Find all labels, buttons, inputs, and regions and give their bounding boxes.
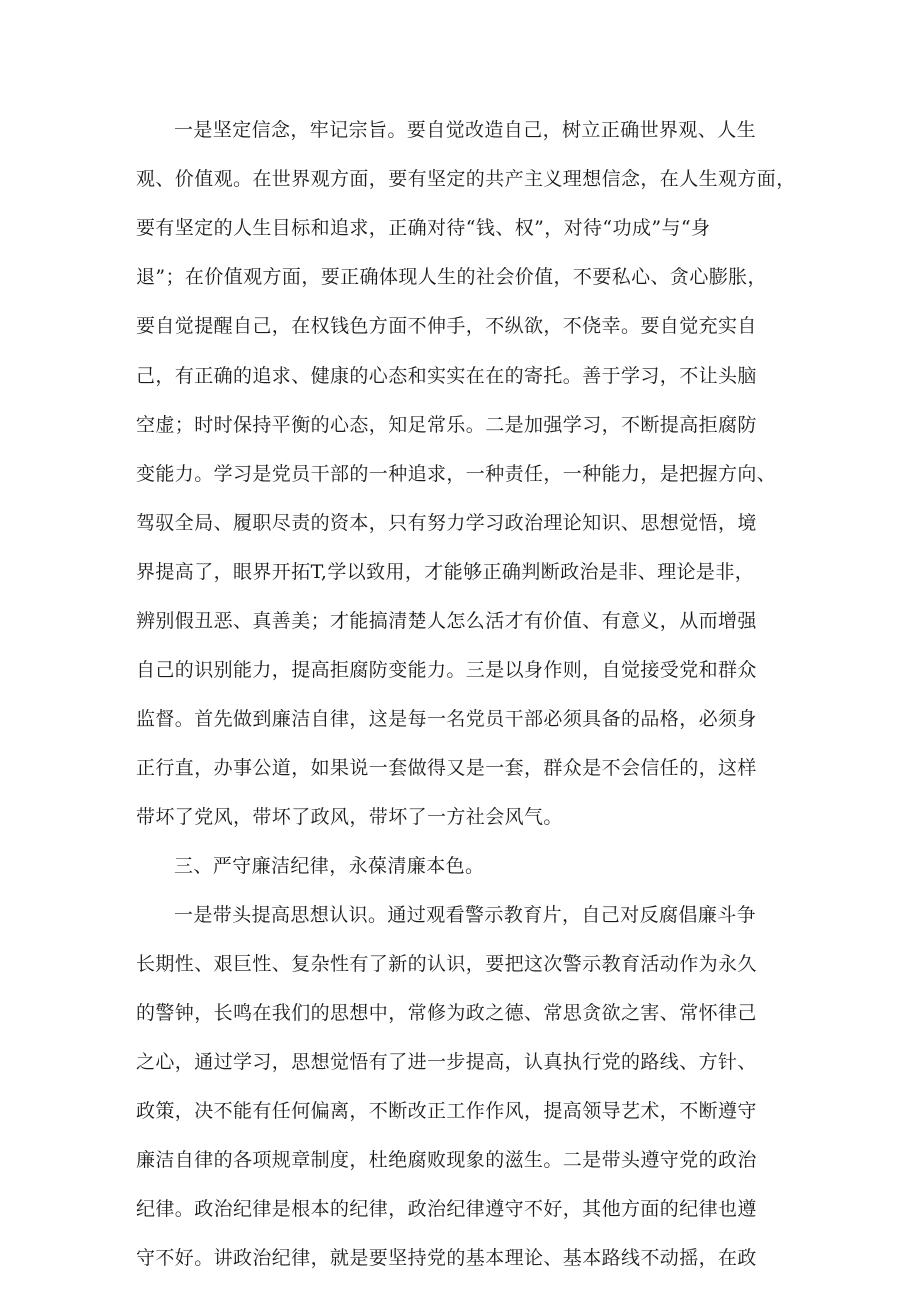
paragraph-1-line-8: 变能力。学习是党员干部的一种追求，一种责任，一种能力，是把握方向、 [136, 463, 777, 485]
paragraph-1-line-11: 辨别假丑恶、真善美；才能搞清楚人怎么活才有价值、有意义，从而增强 [136, 610, 757, 632]
paragraph-1-line-1: 一是坚定信念，牢记宗旨。要自觉改造自己，树立正确世界观、人生 [174, 119, 757, 141]
paragraph-1-line-15: 带坏了党风，带坏了政风，带坏了一方社会风气。 [136, 806, 563, 828]
paragraph-2-line-1: 一是带头提高思想认识。通过观看警示教育片，自己对反腐倡廉斗争 [174, 904, 757, 926]
paragraph-1-line-5: 要自觉提醒自己，在权钱色方面不伸手，不纵欲，不侥幸。要自觉充实自 [136, 315, 757, 337]
paragraph-1-line-14: 正行直，办事公道，如果说一套做得又是一套，群众是不会信任的，这样 [136, 757, 757, 779]
section-heading: 三、严守廉洁纪律，永葆清廉本色。 [174, 855, 485, 877]
paragraph-1-line-3: 要有坚定的人生目标和追求，正确对待“钱、权”，对待“功成”与“身 [136, 217, 711, 239]
paragraph-1-line-4: 退”；在价值观方面，要正确体现人生的社会价值，不要私心、贪心膨胀， [136, 266, 767, 288]
paragraph-1-line-12: 自己的识别能力，提高拒腐防变能力。三是以身作则，自觉接受党和群众 [136, 659, 757, 681]
paragraph-2-line-5: 政策，决不能有任何偏离，不断改正工作作风，提高领导艺术，不断遵守 [136, 1100, 757, 1122]
paragraph-1-line-9: 驾驭全局、履职尽责的资本，只有努力学习政治理论知识、思想觉悟，境 [136, 512, 757, 534]
paragraph-2-line-4: 之心，通过学习，思想觉悟有了进一步提高，认真执行党的路线、方针、 [136, 1051, 757, 1073]
paragraph-1-line-6: 己，有正确的追求、健康的心态和实实在在的寄托。善于学习，不让头脑 [136, 365, 757, 387]
paragraph-2-line-6: 廉洁自律的各项规章制度，杜绝腐败现象的滋生。二是带头遵守党的政治 [136, 1149, 757, 1171]
paragraph-1-line-2: 观、价值观。在世界观方面，要有坚定的共产主义理想信念，在人生观方面， [136, 168, 796, 190]
paragraph-2-line-8: 守不好。讲政治纪律，就是要坚持党的基本理论、基本路线不动摇，在政 [136, 1247, 757, 1269]
paragraph-1-line-7: 空虚；时时保持平衡的心态，知足常乐。二是加强学习，不断提高拒腐防 [136, 414, 757, 436]
paragraph-1-line-10: 界提高了，眼界开拓T,学以致用，才能够正确判断政治是非、理论是非， [136, 561, 755, 583]
paragraph-2-line-7: 纪律。政治纪律是根本的纪律，政治纪律遵守不好，其他方面的纪律也遵 [136, 1198, 757, 1220]
paragraph-2-line-3: 的警钟，长鸣在我们的思想中，常修为政之德、常思贪欲之害、常怀律己 [136, 1002, 757, 1024]
paragraph-2-line-2: 长期性、艰巨性、复杂性有了新的认识，要把这次警示教育活动作为永久 [136, 953, 757, 975]
paragraph-1-line-13: 监督。首先做到廉洁自律，这是每一名党员干部必须具备的品格，必须身 [136, 708, 757, 730]
